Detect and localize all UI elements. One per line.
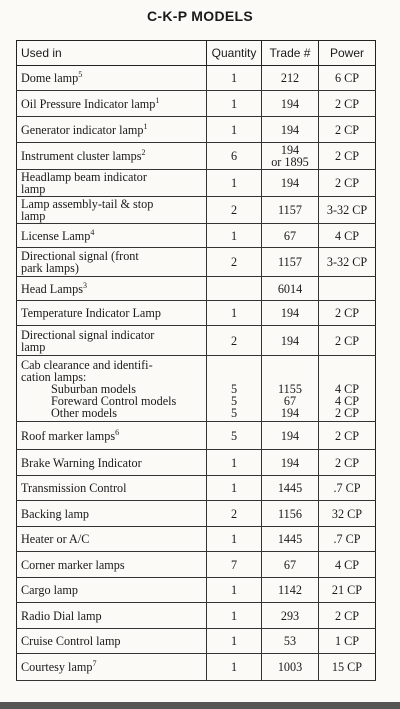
trade-number-cell [262,476,319,501]
trade-number-cell [262,356,319,422]
quantity-cell [207,578,262,603]
power-value: 6 CP [334,71,360,85]
row-label [17,66,207,91]
power-cell [319,326,376,356]
quantity-value: 1 [230,306,238,320]
footnote-marker: 1 [143,121,148,131]
trade-number-value: 194 [280,306,300,320]
trade-number-value: 1445 [277,532,303,546]
quantity-cell [207,170,262,197]
row-label-text: Cargo lamp [21,583,78,597]
trade-number-cell [262,654,319,681]
table-row [17,552,376,578]
quantity-value: 5 [230,428,238,443]
trade-number-value: 1142 [278,583,302,597]
trade-number-value: 67 [283,557,297,572]
trade-number-value: 194 [280,176,300,190]
table-row [17,422,376,450]
row-label-text: Radio Dial lamp [21,608,102,623]
quantity-cell [207,197,262,224]
header-quantity: Quantity [207,41,262,66]
trade-number-value: 1157 [278,255,302,269]
power-cell [319,603,376,629]
quantity-value: 2 [230,506,238,521]
trade-number-alternate: or 1895 [271,155,309,169]
trade-number-cell [262,527,319,552]
row-label [17,603,207,629]
trade-number-cell [262,224,319,248]
trade-number-cell [262,422,319,450]
sub-item-trade-number: 194 [280,405,300,420]
power-value: 2 CP [334,176,360,190]
row-label [17,197,207,224]
power-value: 1 CP [334,634,360,648]
quantity-value: 1 [230,583,238,597]
trade-number-cell [262,629,319,654]
row-label-text: Headlamp beam indicator [21,170,147,184]
row-label-text: Brake Warning Indicator [21,455,142,470]
row-label [17,450,207,476]
row-label [17,248,207,277]
table-row [17,224,376,248]
sub-item-label: Foreward Control models [51,393,177,408]
power-cell [319,117,376,143]
quantity-value: 1 [230,96,238,111]
power-value: 4 CP [334,228,360,243]
sub-item-trade-number: 67 [283,393,297,408]
row-label-text: Head Lamps [21,281,83,296]
power-cell [319,552,376,578]
row-label [17,143,207,170]
power-cell [319,629,376,654]
quantity-cell [207,629,262,654]
power-cell [319,476,376,501]
quantity-value: 1 [230,71,238,85]
trade-number-cell [262,91,319,117]
quantity-cell [207,552,262,578]
quantity-value: 2 [230,203,238,217]
table-row [17,654,376,681]
row-label-text: Cab clearance and identifi- [21,357,153,372]
quantity-value: 1 [230,455,238,470]
table-row [17,66,376,91]
quantity-cell [207,66,262,91]
power-value: 2 CP [334,306,360,320]
row-label-text: Oil Pressure Indicator lamp [21,96,156,111]
power-value: 2 CP [334,428,360,443]
quantity-cell [207,476,262,501]
header-trade-number: Trade # [262,41,319,66]
power-cell [319,450,376,476]
quantity-cell [207,654,262,681]
row-label-text: Cruise Control lamp [21,634,121,648]
trade-number-value: 1156 [278,506,302,521]
footnote-marker: 5 [78,69,83,79]
quantity-value: 1 [230,481,238,495]
quantity-cell [207,224,262,248]
row-label-text: Directional signal (front [21,249,139,263]
power-cell [319,143,376,170]
power-value: 21 CP [331,583,363,597]
quantity-value: 1 [230,176,238,190]
trade-number-cell [262,501,319,527]
power-cell [319,224,376,248]
trade-number-value: 194 [280,428,300,443]
power-value: 3-32 CP [326,255,368,269]
quantity-value: 2 [230,333,238,348]
row-label [17,422,207,450]
row-label-continuation: park lamps) [21,261,79,275]
quantity-cell [207,143,262,170]
table-row [17,91,376,117]
row-label [17,326,207,356]
row-label [17,527,207,552]
header-used-in: Used in [17,41,207,66]
trade-number-cell [262,66,319,91]
table-row [17,170,376,197]
row-label [17,654,207,681]
power-cell [319,654,376,681]
row-label-text: Directional signal indicator [21,327,155,342]
power-cell [319,501,376,527]
sub-item-trade-number: 1155 [278,381,302,396]
row-label [17,277,207,301]
trade-number-value: 194 [280,143,300,157]
trade-number-value: 194 [280,455,300,470]
sub-item-label: Other models [51,405,118,420]
footnote-marker: 1 [155,95,160,105]
quantity-cell [207,422,262,450]
table-row [17,629,376,654]
quantity-value: 6 [230,149,238,163]
table-row [17,356,376,422]
quantity-cell [207,501,262,527]
power-cell [319,527,376,552]
footnote-marker: 6 [115,427,120,437]
trade-number-cell [262,450,319,476]
power-value: 2 CP [334,455,360,470]
sub-item-power: 4 CP [334,381,360,396]
trade-number-cell [262,143,319,170]
row-label-text: Generator indicator lamp [21,122,144,137]
quantity-cell [207,91,262,117]
row-label [17,552,207,578]
quantity-cell [207,277,262,301]
row-label-text: Dome lamp [21,71,79,85]
table-row [17,197,376,224]
bulb-specification-table [16,40,376,681]
quantity-cell [207,117,262,143]
row-label [17,501,207,527]
table-row [17,117,376,143]
table-row [17,248,376,277]
trade-number-value: 53 [283,634,297,648]
trade-number-value: 1003 [277,660,303,674]
row-label [17,170,207,197]
row-label [17,91,207,117]
quantity-value: 2 [230,255,238,269]
table-row [17,603,376,629]
footnote-marker: 7 [92,658,97,668]
trade-number-value: 194 [280,333,300,348]
footnote-marker: 4 [90,227,95,237]
sub-item-power: 2 CP [334,405,360,420]
power-value: 4 CP [334,557,360,572]
table-row [17,326,376,356]
power-cell [319,248,376,277]
row-label [17,578,207,603]
quantity-value: 1 [230,122,238,137]
table-row [17,527,376,552]
quantity-cell [207,527,262,552]
power-cell [319,66,376,91]
trade-number-cell [262,578,319,603]
table-row [17,450,376,476]
power-cell [319,578,376,603]
table-row [17,301,376,326]
trade-number-cell [262,170,319,197]
power-cell [319,277,376,301]
power-value: .7 CP [333,532,361,546]
sub-item-quantity: 5 [230,381,238,396]
quantity-value: 1 [230,634,238,648]
power-cell [319,422,376,450]
power-cell [319,356,376,422]
trade-number-value: 194 [280,122,300,137]
footnote-marker: 3 [82,280,87,290]
row-label-continuation: lamp [21,209,46,223]
sub-item-power: 4 CP [334,393,360,408]
sub-item-quantity: 5 [230,405,238,420]
trade-number-value: 67 [283,228,297,243]
power-value: 2 CP [334,333,360,348]
quantity-value: 7 [230,557,238,572]
power-value: 3-32 CP [326,203,368,217]
quantity-value: 1 [230,532,238,546]
row-label-continuation: lamp [21,182,46,196]
trade-number-value: 6014 [277,281,303,296]
power-value: .7 CP [333,481,361,495]
row-label-text: Lamp assembly-tail & stop [21,197,154,211]
table-row [17,277,376,301]
quantity-value: 1 [230,228,238,243]
quantity-cell [207,248,262,277]
row-label-text: Temperature Indicator Lamp [21,306,161,320]
power-cell [319,170,376,197]
trade-number-value: 293 [280,608,300,623]
power-cell [319,197,376,224]
power-value: 2 CP [334,122,360,137]
table-row [17,578,376,603]
footnote-marker: 2 [141,147,146,157]
row-label-text: Roof marker lamps [21,428,116,443]
table-row [17,476,376,501]
row-label-text: Heater or A/C [21,532,90,546]
power-value: 32 CP [331,506,363,521]
row-label [17,356,207,422]
scan-bottom-edge [0,702,400,709]
power-cell [319,301,376,326]
row-label-text: License Lamp [21,228,91,243]
page-title: C-K-P MODELS [146,8,253,24]
power-value: 2 CP [334,96,360,111]
quantity-cell [207,326,262,356]
row-label-text: Backing lamp [21,506,90,521]
quantity-cell [207,301,262,326]
trade-number-cell [262,117,319,143]
trade-number-value: 1445 [277,481,303,495]
quantity-value: 1 [230,608,238,623]
power-value: 2 CP [334,608,360,623]
trade-number-cell [262,301,319,326]
trade-number-cell [262,326,319,356]
table-header-row [17,41,376,66]
trade-number-cell [262,277,319,301]
row-label-continuation: cation lamps: [21,369,87,384]
quantity-cell [207,450,262,476]
row-label-text: Transmission Control [21,481,127,495]
trade-number-value: 212 [280,71,300,85]
trade-number-cell [262,248,319,277]
sub-item-label: Suburban models [51,381,136,396]
row-label-continuation: lamp [21,339,46,354]
row-label [17,629,207,654]
header-power: Power [319,41,376,66]
row-label-text: Courtesy lamp [21,660,93,674]
row-label [17,301,207,326]
row-label [17,224,207,248]
row-label [17,476,207,501]
trade-number-cell [262,552,319,578]
power-cell [319,91,376,117]
table-row [17,143,376,170]
row-label-text: Corner marker lamps [21,557,125,572]
quantity-value: 1 [230,660,238,674]
power-value: 15 CP [331,660,363,674]
trade-number-cell [262,603,319,629]
trade-number-value: 194 [280,96,300,111]
quantity-cell [207,356,262,422]
row-label [17,117,207,143]
table-row [17,501,376,527]
quantity-cell [207,603,262,629]
sub-item-quantity: 5 [230,393,238,408]
row-label-text: Instrument cluster lamps [21,149,142,163]
power-value: 2 CP [334,149,360,163]
trade-number-value: 1157 [278,203,302,217]
trade-number-cell [262,197,319,224]
